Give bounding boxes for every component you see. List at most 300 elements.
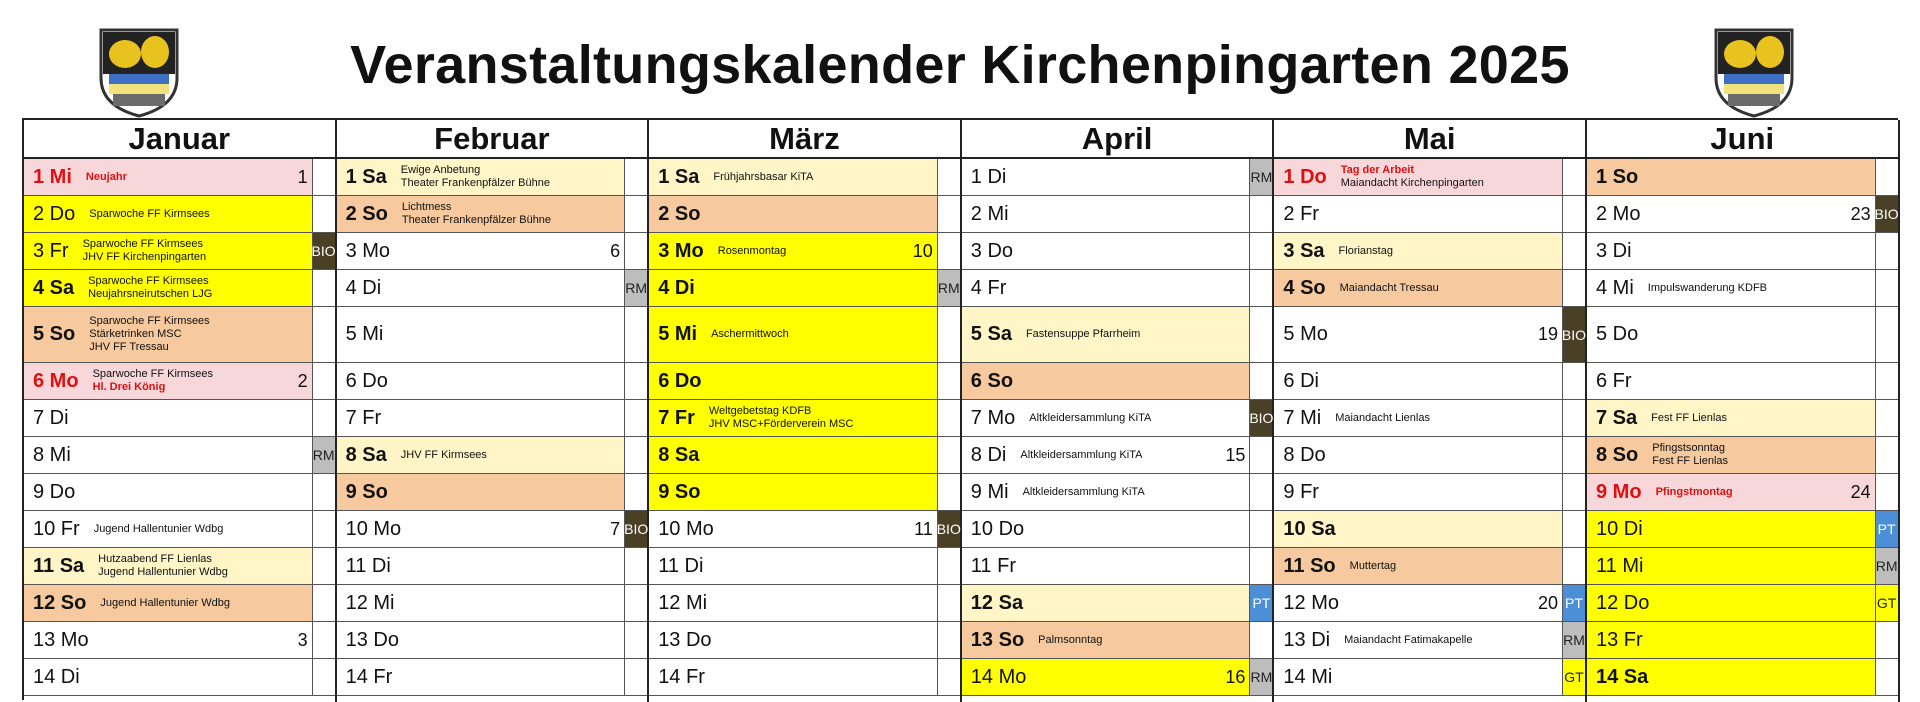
day-row xyxy=(649,233,960,270)
tag-cell xyxy=(1250,437,1272,473)
day-label: 13 Do xyxy=(345,628,399,651)
event-list xyxy=(93,368,213,394)
day-label: 1 Mi xyxy=(33,165,72,188)
day-label: 10 Mo xyxy=(345,517,402,540)
day-row xyxy=(1587,622,1898,659)
event-list xyxy=(402,201,551,227)
day-cell xyxy=(962,307,1251,362)
day-row xyxy=(1587,270,1898,307)
tag-cell xyxy=(1876,270,1898,306)
day-cell xyxy=(1274,307,1563,362)
day-cell xyxy=(649,585,938,621)
week-number: 15 xyxy=(1225,444,1246,465)
day-row xyxy=(337,511,648,548)
tag-cell xyxy=(625,233,647,269)
day-label: 13 So xyxy=(970,628,1025,651)
day-cell xyxy=(337,474,626,510)
day-label: 8 Mi xyxy=(33,443,71,466)
event-list xyxy=(100,597,230,610)
event-tag-rm: RM xyxy=(938,270,960,306)
day-label: 13 Fr xyxy=(1596,628,1643,651)
day-cell xyxy=(649,159,938,195)
tag-cell xyxy=(938,437,960,473)
day-label: 3 Mo xyxy=(658,239,704,262)
day-row xyxy=(962,196,1273,233)
day-label: 12 Do xyxy=(1596,591,1650,614)
day-cell xyxy=(649,659,938,695)
week-number: 1 xyxy=(297,166,308,187)
event-list xyxy=(83,238,207,264)
event-tag-rm: RM xyxy=(625,270,647,306)
day-label: 2 So xyxy=(658,202,701,225)
day-label: 12 Sa xyxy=(970,591,1024,614)
tag-cell xyxy=(938,363,960,399)
tag-cell xyxy=(1250,196,1272,232)
month-column xyxy=(1274,120,1587,702)
day-label: 5 Mo xyxy=(1283,323,1328,345)
day-row xyxy=(1587,585,1898,622)
day-label: 4 Di xyxy=(658,276,695,299)
event-list xyxy=(98,553,228,579)
tag-cell xyxy=(938,196,960,232)
day-row xyxy=(337,659,648,696)
day-cell xyxy=(649,400,938,436)
event-text: Sparwoche FF Kirmsees xyxy=(89,315,210,327)
day-cell xyxy=(24,511,313,547)
day-label: 7 Di xyxy=(33,406,69,429)
day-label: 12 Mo xyxy=(1283,591,1339,614)
tag-cell xyxy=(1563,270,1585,306)
month-column xyxy=(24,120,337,702)
event-text: Theater Frankenpfälzer Bühne xyxy=(400,177,550,189)
event-tag-rm: RM xyxy=(1876,548,1898,584)
event-tag-bio: BIO xyxy=(1876,196,1898,232)
day-cell xyxy=(962,437,1251,473)
day-cell xyxy=(24,437,313,473)
event-list xyxy=(1341,164,1484,190)
day-cell xyxy=(24,270,313,306)
day-cell xyxy=(24,659,313,695)
day-row xyxy=(962,511,1273,548)
day-label: 14 Fr xyxy=(658,665,705,688)
day-row xyxy=(649,307,960,363)
day-cell xyxy=(1274,437,1563,473)
day-row xyxy=(337,437,648,474)
event-tag-bio: BIO xyxy=(313,233,335,269)
tag-cell xyxy=(1876,659,1898,695)
week-number: 16 xyxy=(1225,666,1246,687)
day-label: 2 Do xyxy=(33,202,76,225)
event-text: Muttertag xyxy=(1349,559,1397,572)
event-text: Fastensuppe Pfarrheim xyxy=(1025,328,1141,340)
tag-cell xyxy=(313,400,335,436)
day-row xyxy=(337,159,648,196)
tag-cell xyxy=(938,659,960,695)
day-cell xyxy=(649,196,938,232)
day-row xyxy=(649,400,960,437)
tag-cell xyxy=(1250,363,1272,399)
day-row xyxy=(1274,511,1585,548)
day-cell xyxy=(649,474,938,510)
day-label: 4 Di xyxy=(345,276,382,299)
tag-cell xyxy=(313,474,335,510)
tag-cell xyxy=(1876,400,1898,436)
day-row xyxy=(1274,307,1585,363)
day-row xyxy=(24,437,335,474)
day-cell xyxy=(24,474,313,510)
month-header: April xyxy=(962,120,1273,159)
day-cell xyxy=(1587,159,1876,195)
day-row xyxy=(24,159,335,196)
week-number: 10 xyxy=(912,240,933,261)
day-row xyxy=(962,622,1273,659)
event-tag-rm: RM xyxy=(1250,159,1272,195)
day-cell xyxy=(1274,548,1563,584)
event-text: Weltgebetstag KDFB xyxy=(708,405,812,417)
tag-cell xyxy=(1250,548,1272,584)
tag-cell xyxy=(1876,474,1898,510)
event-text: Jugend Hallentunier Wdbg xyxy=(100,596,230,609)
event-text: Pfingstmontag xyxy=(1655,485,1733,498)
tag-cell xyxy=(1876,233,1898,269)
day-cell xyxy=(24,233,313,269)
event-text: Stärketrinken MSC xyxy=(89,328,182,340)
day-row xyxy=(962,585,1273,622)
day-cell xyxy=(649,270,938,306)
day-cell xyxy=(337,233,626,269)
day-row xyxy=(1274,270,1585,307)
event-list xyxy=(1340,282,1439,295)
day-label: 12 Mi xyxy=(658,591,708,614)
day-row xyxy=(962,159,1273,196)
day-row xyxy=(337,400,648,437)
tag-cell xyxy=(625,307,647,362)
day-cell xyxy=(1587,363,1876,399)
tag-cell xyxy=(1563,196,1585,232)
event-list xyxy=(711,328,789,341)
day-label: 7 Fr xyxy=(658,406,695,429)
tag-cell xyxy=(938,159,960,195)
event-list xyxy=(1651,412,1727,425)
tag-cell xyxy=(625,622,647,658)
event-list xyxy=(1652,442,1728,468)
event-text: Pfingstsonntag xyxy=(1652,442,1726,454)
day-label: 6 Do xyxy=(345,369,388,392)
day-row xyxy=(1587,363,1898,400)
day-cell xyxy=(1587,233,1876,269)
tag-cell xyxy=(1250,270,1272,306)
day-label: 11 Mi xyxy=(1596,554,1644,577)
tag-cell xyxy=(1563,363,1585,399)
tag-cell xyxy=(1563,511,1585,547)
day-label: 5 Do xyxy=(1596,323,1639,345)
event-text: Jugend Hallentunier Wdbg xyxy=(98,566,228,578)
event-list xyxy=(1648,282,1767,295)
day-cell xyxy=(1274,400,1563,436)
day-label: 2 Fr xyxy=(1283,202,1319,225)
event-text: Florianstag xyxy=(1338,244,1393,257)
day-label: 8 Di xyxy=(970,443,1007,466)
day-label: 13 Mo xyxy=(33,628,89,651)
event-list xyxy=(1656,486,1733,499)
week-number: 7 xyxy=(610,518,621,539)
month-column xyxy=(337,120,650,702)
event-list xyxy=(718,245,787,258)
tag-cell xyxy=(313,363,335,399)
day-label: 1 Do xyxy=(1283,165,1327,188)
day-cell xyxy=(337,270,626,306)
day-label: 11 Di xyxy=(658,554,704,577)
day-row xyxy=(649,363,960,400)
event-list xyxy=(1029,412,1151,425)
day-label: 2 So xyxy=(345,202,388,225)
event-tag-gt: GT xyxy=(1563,659,1585,695)
event-text: Maiandacht Tressau xyxy=(1339,281,1439,294)
day-label: 2 Mi xyxy=(970,202,1009,225)
day-row xyxy=(649,270,960,307)
day-label: 10 Mo xyxy=(658,517,714,540)
day-row xyxy=(1274,233,1585,270)
day-row xyxy=(962,437,1273,474)
event-text: JHV MSC+Förderverein MSC xyxy=(708,418,854,430)
day-row xyxy=(337,233,648,270)
event-tag-rm: RM xyxy=(1563,622,1585,658)
day-cell xyxy=(962,270,1251,306)
day-label: 1 So xyxy=(1596,165,1639,188)
day-cell xyxy=(24,159,313,195)
day-label: 9 Mi xyxy=(970,480,1009,503)
day-row xyxy=(1587,548,1898,585)
event-text: Hl. Drei König xyxy=(92,381,166,393)
month-column xyxy=(1587,120,1900,702)
week-number: 20 xyxy=(1537,592,1558,613)
event-text: Neujahr xyxy=(85,170,127,183)
event-list xyxy=(1344,634,1472,647)
day-label: 4 Mi xyxy=(1596,276,1634,299)
tag-cell xyxy=(1876,307,1898,362)
event-text: Lichtmess xyxy=(401,201,452,213)
tag-cell xyxy=(1563,233,1585,269)
day-label: 12 So xyxy=(33,591,87,614)
day-cell xyxy=(1587,474,1876,510)
day-row xyxy=(24,622,335,659)
day-label: 11 Fr xyxy=(970,554,1016,577)
day-cell xyxy=(337,548,626,584)
day-cell xyxy=(962,363,1251,399)
day-row xyxy=(1274,548,1585,585)
tag-cell xyxy=(1250,622,1272,658)
day-label: 9 Do xyxy=(33,480,76,503)
month-column xyxy=(962,120,1275,702)
tag-cell xyxy=(1563,474,1585,510)
event-list xyxy=(86,171,127,184)
week-number: 6 xyxy=(610,240,621,261)
day-cell xyxy=(24,307,313,362)
day-label: 1 Sa xyxy=(658,165,700,188)
day-cell xyxy=(962,196,1251,232)
day-cell xyxy=(1587,622,1876,658)
tag-cell xyxy=(1250,307,1272,362)
day-label: 10 Fr xyxy=(33,517,80,540)
day-row xyxy=(1274,400,1585,437)
event-text: Sparwoche FF Kirmsees xyxy=(88,275,209,287)
event-text: Aschermittwoch xyxy=(711,328,789,340)
page-title: Veranstaltungskalender Kirchenpingarten 2025 xyxy=(350,35,1570,95)
tag-cell xyxy=(1563,437,1585,473)
event-text: Impulswanderung KDFB xyxy=(1647,281,1768,294)
week-number: 3 xyxy=(297,629,308,650)
tag-cell xyxy=(1876,159,1898,195)
event-text: Sparwoche FF Kirmsees xyxy=(92,368,213,380)
event-list xyxy=(401,164,550,190)
event-tag-pt: PT xyxy=(1876,511,1898,547)
day-label: 8 Sa xyxy=(658,443,700,466)
tag-cell xyxy=(1563,400,1585,436)
day-row xyxy=(962,363,1273,400)
day-cell xyxy=(962,622,1251,658)
day-row xyxy=(649,159,960,196)
tag-cell xyxy=(625,363,647,399)
tag-cell xyxy=(625,437,647,473)
event-tag-bio: BIO xyxy=(1250,400,1272,436)
tag-cell xyxy=(313,159,335,195)
day-row xyxy=(24,363,335,400)
day-cell xyxy=(1274,270,1563,306)
day-cell xyxy=(337,437,626,473)
day-cell xyxy=(962,585,1251,621)
tag-cell xyxy=(938,474,960,510)
day-cell xyxy=(337,159,626,195)
day-cell xyxy=(24,622,313,658)
event-tag-bio: BIO xyxy=(1563,307,1585,362)
month-header: Januar xyxy=(24,120,335,159)
header xyxy=(0,0,1920,118)
event-text: Fest FF Lienlas xyxy=(1651,411,1727,424)
event-text: JHV FF Kirchenpingarten xyxy=(82,251,207,263)
week-number: 11 xyxy=(914,518,933,539)
calendar-grid xyxy=(22,118,1898,700)
day-cell xyxy=(649,511,938,547)
day-row xyxy=(1274,622,1585,659)
event-list xyxy=(1038,634,1102,647)
day-cell xyxy=(962,548,1251,584)
month-header: Februar xyxy=(337,120,648,159)
day-row xyxy=(337,622,648,659)
day-label: 7 Mi xyxy=(1283,406,1322,429)
week-number: 2 xyxy=(297,370,308,391)
event-text: Ewige Anbetung xyxy=(400,164,481,176)
day-row xyxy=(337,307,648,363)
day-cell xyxy=(337,400,626,436)
tag-cell xyxy=(313,548,335,584)
day-cell xyxy=(649,548,938,584)
day-row xyxy=(1587,196,1898,233)
day-row xyxy=(1274,363,1585,400)
day-label: 9 So xyxy=(345,480,388,503)
event-list xyxy=(1335,412,1430,425)
day-cell xyxy=(337,622,626,658)
tag-cell xyxy=(1563,548,1585,584)
event-tag-pt: PT xyxy=(1563,585,1585,621)
day-row xyxy=(649,585,960,622)
tag-cell xyxy=(938,307,960,362)
day-row xyxy=(962,270,1273,307)
day-label: 8 Do xyxy=(1283,443,1326,466)
day-row xyxy=(1274,474,1585,511)
day-cell xyxy=(337,363,626,399)
event-text: Altkleidersammlung KiTA xyxy=(1020,448,1143,461)
day-cell xyxy=(962,659,1251,695)
day-cell xyxy=(1274,233,1563,269)
day-label: 6 So xyxy=(970,369,1014,392)
day-label: 12 Mi xyxy=(345,591,395,614)
day-label: 13 Do xyxy=(658,628,712,651)
event-text: Neujahrsneirutschen LJG xyxy=(88,288,213,300)
week-number: 23 xyxy=(1850,203,1871,224)
day-row xyxy=(1587,159,1898,196)
month-header: Mai xyxy=(1274,120,1585,159)
day-cell xyxy=(1587,270,1876,306)
day-row xyxy=(337,196,648,233)
tag-cell xyxy=(313,585,335,621)
day-row xyxy=(24,474,335,511)
day-cell xyxy=(1274,474,1563,510)
event-list xyxy=(1023,486,1145,499)
day-label: 4 Fr xyxy=(970,276,1007,299)
event-list xyxy=(89,315,209,354)
day-label: 7 Mo xyxy=(970,406,1016,429)
day-row xyxy=(24,196,335,233)
day-label: 5 Mi xyxy=(345,323,384,345)
day-label: 3 Di xyxy=(1596,239,1632,262)
event-list xyxy=(1350,560,1396,573)
month-column xyxy=(649,120,962,702)
day-cell xyxy=(1587,548,1876,584)
day-row xyxy=(1587,659,1898,696)
day-row xyxy=(1274,159,1585,196)
day-cell xyxy=(1587,307,1876,362)
event-tag-bio: BIO xyxy=(625,511,647,547)
day-row xyxy=(24,233,335,270)
day-row xyxy=(337,585,648,622)
event-text: JHV FF Kirmsees xyxy=(400,448,487,461)
day-label: 7 Fr xyxy=(345,406,382,429)
day-label: 8 So xyxy=(1596,443,1639,466)
tag-cell xyxy=(313,307,335,362)
event-text: JHV FF Tressau xyxy=(89,341,169,353)
tag-cell xyxy=(625,196,647,232)
day-row xyxy=(1587,437,1898,474)
tag-cell xyxy=(938,233,960,269)
event-tag-pt: PT xyxy=(1250,585,1272,621)
day-cell xyxy=(1274,622,1563,658)
day-label: 6 Di xyxy=(1283,369,1319,392)
tag-cell xyxy=(1876,622,1898,658)
day-label: 6 Mo xyxy=(33,369,79,392)
day-label: 3 Fr xyxy=(33,239,69,262)
day-label: 9 Fr xyxy=(1283,480,1319,503)
event-list xyxy=(709,405,854,431)
day-cell xyxy=(1587,400,1876,436)
day-row xyxy=(649,437,960,474)
day-row xyxy=(649,474,960,511)
day-label: 8 Sa xyxy=(345,443,387,466)
day-row xyxy=(337,270,648,307)
event-text: Altkleidersammlung KiTA xyxy=(1029,411,1152,424)
day-row xyxy=(1587,474,1898,511)
day-cell xyxy=(1587,437,1876,473)
day-row xyxy=(962,233,1273,270)
